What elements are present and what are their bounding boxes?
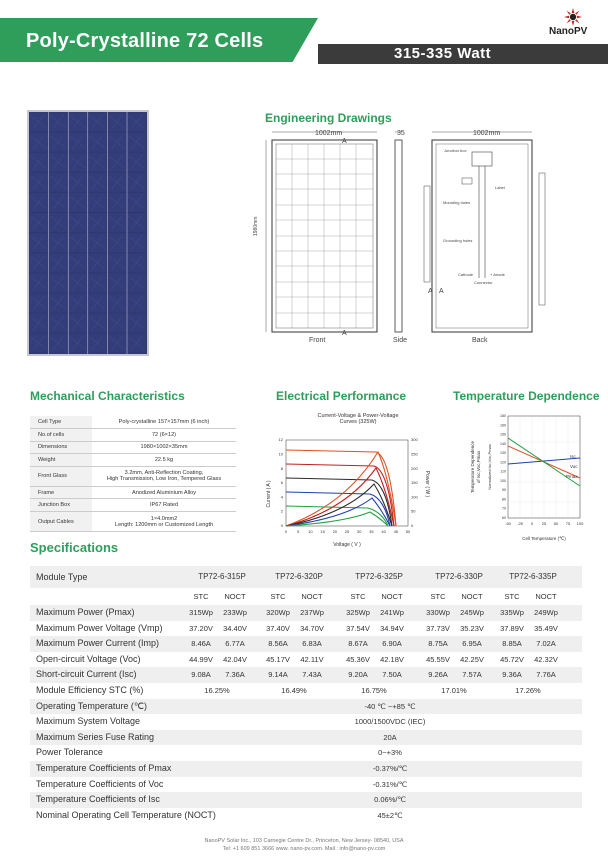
- spec-label: Open-circuit Voltage (Voc): [36, 653, 141, 664]
- noct-value: 42.32V: [534, 654, 558, 664]
- temp-y-tick: 110: [500, 469, 506, 474]
- stc-value: 9.26A: [428, 670, 448, 680]
- mech-row: Front Glass 3.2mm, Anti-Reflection Coating, High Transmission, Low Iron, Tempered Glass: [30, 466, 236, 486]
- stc-value: 37.20V: [189, 623, 213, 633]
- noct-header: NOCT: [461, 592, 483, 601]
- pmax-legend: Pmax: [566, 474, 578, 479]
- spec-row: [30, 667, 582, 683]
- noct-value: 7.02A: [536, 639, 556, 649]
- stc-value: 9.14A: [268, 670, 288, 680]
- mech-row: Dimensions 1980×1002×35mm: [30, 441, 236, 454]
- iv-chart-title: Current-Voltage & Power-Voltage Curves (325W): [317, 413, 399, 425]
- spec-label: Maximum Power Voltage (Vmp): [36, 622, 163, 633]
- temp-outer-label-2: of Isc,Voc,Pmax: [476, 450, 481, 484]
- iv-x-tick: 25: [344, 529, 350, 534]
- watt-range: 315-335 Watt: [394, 45, 492, 62]
- iv-y-tick: 2: [280, 508, 283, 514]
- mech-row: No.of cells 72 (6×12): [30, 429, 236, 442]
- spec-label: Maximum Power (Pmax): [36, 607, 135, 617]
- noct-value: 42.11V: [300, 654, 324, 664]
- spec-value: -0.37%/℃: [372, 764, 408, 773]
- spec-row: [30, 588, 582, 605]
- noct-value: 245Wp: [460, 608, 484, 617]
- temp-y-tick: 160: [500, 423, 506, 428]
- front-section-a-top: A: [342, 138, 347, 145]
- stc-value: 9.08A: [191, 670, 211, 680]
- spec-row: [30, 699, 582, 715]
- spec-row: [30, 808, 582, 824]
- spec-value: 0.06%/℃: [374, 795, 406, 805]
- temperature-title: Temperature Dependence: [453, 389, 600, 403]
- model-header: TP72-6-315P: [198, 572, 246, 581]
- spec-value: -40 ℃ ~+85 ℃: [364, 701, 416, 711]
- noct-value: 34.40V: [223, 623, 247, 633]
- temp-y-tick: 150: [500, 432, 506, 437]
- efficiency-value: 16.49%: [281, 686, 307, 695]
- stc-value: 9.20A: [348, 670, 368, 680]
- mech-row: Frame Anodized Aluminium Alloy: [30, 486, 236, 499]
- label-label: Label: [495, 185, 505, 190]
- iv-y-right-tick: 100: [411, 494, 418, 500]
- noct-value: 34.94V: [380, 623, 404, 633]
- page-title: Poly-Crystalline 72 Cells: [26, 30, 264, 52]
- spec-row: [30, 792, 582, 808]
- iv-x-tick: 20: [332, 529, 338, 534]
- spec-row: [30, 745, 582, 761]
- noct-value: 6.77A: [225, 639, 245, 649]
- mechanical-table: [30, 416, 236, 532]
- noct-value: 249Wp: [534, 608, 558, 617]
- spec-label: Temperature Coefficients of Pmax: [36, 763, 172, 773]
- solar-panel-photo: [27, 110, 149, 356]
- front-caption: Front: [309, 337, 326, 344]
- stc-header: STC: [350, 592, 366, 601]
- stc-header: STC: [430, 592, 446, 601]
- temp-outer-label-1: Temperature Dependence: [470, 440, 475, 494]
- iv-x-tick: 50: [405, 529, 411, 534]
- temp-x-tick: -50: [505, 521, 511, 526]
- iv-x-tick: 40: [381, 529, 386, 534]
- stc-value: 37.73V: [426, 623, 450, 633]
- efficiency-value: 16.75%: [361, 686, 387, 695]
- junction-box-label: Junction box: [444, 148, 467, 153]
- spec-label: Temperature Coefficients of Isc: [36, 794, 160, 805]
- noct-value: 7.50A: [382, 670, 402, 680]
- noct-value: 241Wp: [380, 608, 404, 617]
- stc-value: 325Wp: [346, 608, 370, 617]
- noct-value: 6.90A: [382, 639, 402, 649]
- spec-row: [30, 777, 582, 793]
- iv-chart: [266, 434, 436, 554]
- noct-value: 34.70V: [300, 623, 324, 633]
- stc-value: 37.89V: [500, 623, 524, 633]
- iv-xlabel: Voltage ( V ): [333, 542, 361, 548]
- stc-value: 315Wp: [189, 608, 213, 617]
- iv-y-right-tick: 300: [411, 437, 418, 443]
- iv-y-right-tick: 150: [411, 480, 418, 486]
- stc-value: 8.56A: [268, 639, 288, 649]
- iv-x-ticks: [285, 529, 411, 534]
- stc-value: 37.40V: [266, 623, 290, 633]
- noct-header: NOCT: [535, 592, 557, 601]
- anode-label: + Anode: [490, 272, 505, 277]
- stc-value: 330Wp: [426, 608, 450, 617]
- temp-xlabel: Cell Temperature (℃): [522, 536, 566, 541]
- noct-value: 233Wp: [223, 608, 247, 617]
- back-width-dim: 1002mm: [473, 130, 501, 137]
- iv-y-tick: 0: [280, 523, 283, 528]
- iv-curves: [286, 450, 396, 526]
- spec-label: Nominal Operating Cell Temperature (NOCT): [36, 809, 216, 820]
- spec-value: 1000/1500VDC (IEC): [354, 717, 426, 727]
- specifications-table: [30, 566, 582, 826]
- noct-value: 7.43A: [302, 670, 322, 680]
- electrical-title: Electrical Performance: [276, 389, 407, 403]
- engineering-drawing: [262, 128, 552, 348]
- iv-y-right-tick: 250: [411, 451, 418, 457]
- module-type-label: Module Type: [36, 572, 88, 582]
- mech-row: Output Cables 1×4.0mm2 Length: 1200mm or Customized Length: [30, 512, 236, 532]
- panel-grid-icon: [29, 112, 147, 354]
- iv-y-tick: 4: [280, 494, 283, 500]
- mechanical-title: Mechanical Characteristics: [30, 389, 185, 403]
- iv-x-tick: 5: [297, 529, 300, 534]
- spec-label: Module Efficiency STC (%): [36, 685, 144, 695]
- spec-label: Maximum Power Current (Imp): [36, 638, 160, 649]
- noct-header: NOCT: [301, 592, 323, 601]
- spec-label: Power Tolerance: [36, 747, 103, 758]
- model-header: TP72-6-335P: [509, 572, 557, 581]
- spec-value: 20A: [383, 732, 397, 742]
- temperature-chart: [466, 412, 596, 548]
- stc-value: 45.55V: [426, 654, 450, 664]
- efficiency-value: 16.25%: [204, 686, 230, 695]
- iv-x-tick: 10: [308, 529, 313, 534]
- noct-value: 237Wp: [300, 608, 324, 617]
- temp-y-tick: 60: [502, 516, 506, 520]
- grounding-holes-label: Grounding holes: [443, 238, 473, 243]
- model-header: TP72-6-325P: [355, 572, 403, 581]
- noct-value: 42.04V: [223, 654, 247, 664]
- noct-value: 42.25V: [460, 654, 484, 664]
- stc-value: 37.54V: [346, 623, 370, 633]
- iv-x-tick: 0: [284, 529, 288, 534]
- iv-y-tick: 12: [278, 437, 283, 443]
- front-height-dim: 1980mm: [253, 216, 259, 236]
- temp-x-tick: 0: [530, 521, 534, 526]
- iv-x-tick: 30: [356, 529, 362, 534]
- stc-value: 9.36A: [502, 670, 522, 680]
- iv-y-right-tick: 200: [411, 465, 418, 471]
- iv-y-left-ticks: [279, 437, 284, 528]
- back-section-a-right: A: [439, 288, 444, 295]
- noct-value: 6.95A: [462, 639, 482, 649]
- back-section-a-left: A: [428, 288, 433, 295]
- iv-y-right-tick: 50: [411, 508, 416, 514]
- mech-row: Cell Type Poly-crystalline 157×157mm (6 inch): [30, 416, 236, 429]
- temp-y-tick: 80: [502, 497, 506, 502]
- efficiency-value: 17.01%: [441, 686, 467, 695]
- spec-label: Maximum System Voltage: [36, 716, 141, 727]
- stc-value: 44.99V: [189, 654, 213, 664]
- iv-ylabel-left: Current ( A ): [266, 480, 272, 508]
- iv-y-tick: 6: [280, 480, 283, 486]
- back-view: [424, 132, 545, 332]
- spec-row: [30, 652, 582, 668]
- noct-value: 7.76A: [536, 670, 556, 680]
- mech-row: Junction Box IP67 Rated: [30, 499, 236, 512]
- efficiency-value: 17.26%: [515, 686, 541, 695]
- temp-x-tick: 100: [576, 521, 584, 526]
- voc-legend: Voc: [570, 464, 578, 469]
- iv-x-tick: 35: [369, 529, 374, 534]
- spec-value: 0~+3%: [378, 748, 402, 758]
- front-section-a-bottom: A: [342, 330, 347, 337]
- front-view: [266, 132, 377, 332]
- iv-y-right-tick: 0: [411, 523, 414, 528]
- noct-value: 35.23V: [460, 623, 484, 633]
- cathode-label: Cathode: [458, 272, 474, 277]
- temp-x-tick: -25: [517, 521, 523, 526]
- spec-row: [30, 566, 582, 588]
- side-view: [395, 132, 402, 332]
- specifications-title: Specifications: [30, 540, 119, 555]
- stc-value: 45.72V: [500, 654, 524, 664]
- iv-x-tick: 45: [393, 529, 399, 534]
- isc-legend: Isc: [570, 454, 576, 459]
- temp-x-ticks: [505, 521, 584, 526]
- connector-label: Connector: [474, 280, 493, 285]
- noct-value: 6.83A: [302, 639, 322, 649]
- temp-y-tick: 140: [500, 441, 506, 446]
- temp-y-tick: 100: [500, 478, 506, 483]
- stc-value: 45.17V: [266, 654, 290, 664]
- stc-header: STC: [270, 592, 286, 601]
- temp-y-tick: 180: [500, 414, 506, 418]
- temp-y-tick: 120: [500, 460, 506, 465]
- mounting-holes-label: Mounting holes: [443, 200, 471, 205]
- spec-label: Maximum Series Fuse Rating: [36, 731, 155, 742]
- temp-y-ticks: [500, 414, 506, 520]
- engineering-drawings-title: Engineering Drawings: [265, 111, 392, 125]
- stc-value: 8.75A: [428, 639, 448, 649]
- iv-y-tick: 8: [280, 465, 283, 471]
- spec-row: [30, 621, 582, 637]
- stc-value: 8.46A: [191, 639, 211, 649]
- temp-y-tick: 70: [502, 506, 506, 511]
- spec-row: [30, 636, 582, 652]
- iv-x-tick: 15: [320, 529, 325, 534]
- noct-value: 7.36A: [225, 670, 245, 680]
- spec-row: [30, 605, 582, 621]
- spec-row: [30, 714, 582, 730]
- brand-name: NanoPV: [549, 26, 588, 37]
- temp-x-tick: 25: [541, 521, 547, 526]
- mech-row: Weight 22.5 kg: [30, 454, 236, 467]
- spec-value: -0.31%/℃: [372, 779, 408, 789]
- back-caption: Back: [472, 337, 488, 344]
- iv-y-tick: 10: [278, 451, 283, 457]
- temp-y-tick: 90: [502, 488, 506, 493]
- noct-value: 7.57A: [462, 670, 482, 680]
- footer-address: NanoPV Solar Inc., 103 Carnegie Centre Dr., Princeton, New Jersey- 08540, USA: [204, 838, 404, 844]
- temp-ylabel: Normalized Isc,Voc,Pmax: [487, 444, 492, 490]
- spec-row: [30, 683, 582, 699]
- nanopv-logo-icon: [548, 6, 598, 44]
- front-width-dim: 1002mm: [315, 130, 343, 137]
- spec-value: 45±2℃: [377, 810, 403, 820]
- noct-header: NOCT: [381, 592, 403, 601]
- stc-header: STC: [193, 592, 209, 601]
- spec-row: [30, 730, 582, 746]
- stc-value: 8.67A: [348, 639, 368, 649]
- temp-x-tick: 50: [553, 521, 559, 526]
- stc-value: 8.85A: [502, 639, 522, 649]
- side-caption: Side: [393, 337, 408, 344]
- noct-value: 42.18V: [380, 654, 404, 664]
- iv-y-right-ticks: [411, 437, 418, 528]
- model-header: TP72-6-320P: [275, 572, 323, 581]
- spec-row: [30, 761, 582, 777]
- spec-label: Operating Temperature (℃): [36, 700, 147, 711]
- iv-ylabel-right: Power ( W ): [424, 470, 430, 498]
- temp-x-tick: 75: [565, 521, 571, 526]
- model-header: TP72-6-330P: [435, 572, 483, 581]
- side-depth-dim: 35: [397, 130, 405, 137]
- stc-value: 335Wp: [500, 608, 524, 617]
- spec-label: Short-circuit Current (Isc): [36, 669, 137, 680]
- noct-header: NOCT: [224, 592, 246, 601]
- footer-contact: Tel: +1 609 851 3666 www. nano-pv.com. Mail : info@nano-pv.com: [222, 846, 386, 852]
- spec-label: Temperature Coefficients of Voc: [36, 778, 164, 789]
- stc-value: 45.36V: [346, 654, 370, 664]
- noct-value: 35.49V: [534, 623, 558, 633]
- temp-y-tick: 130: [500, 451, 506, 456]
- stc-value: 320Wp: [266, 608, 290, 617]
- stc-header: STC: [504, 592, 520, 601]
